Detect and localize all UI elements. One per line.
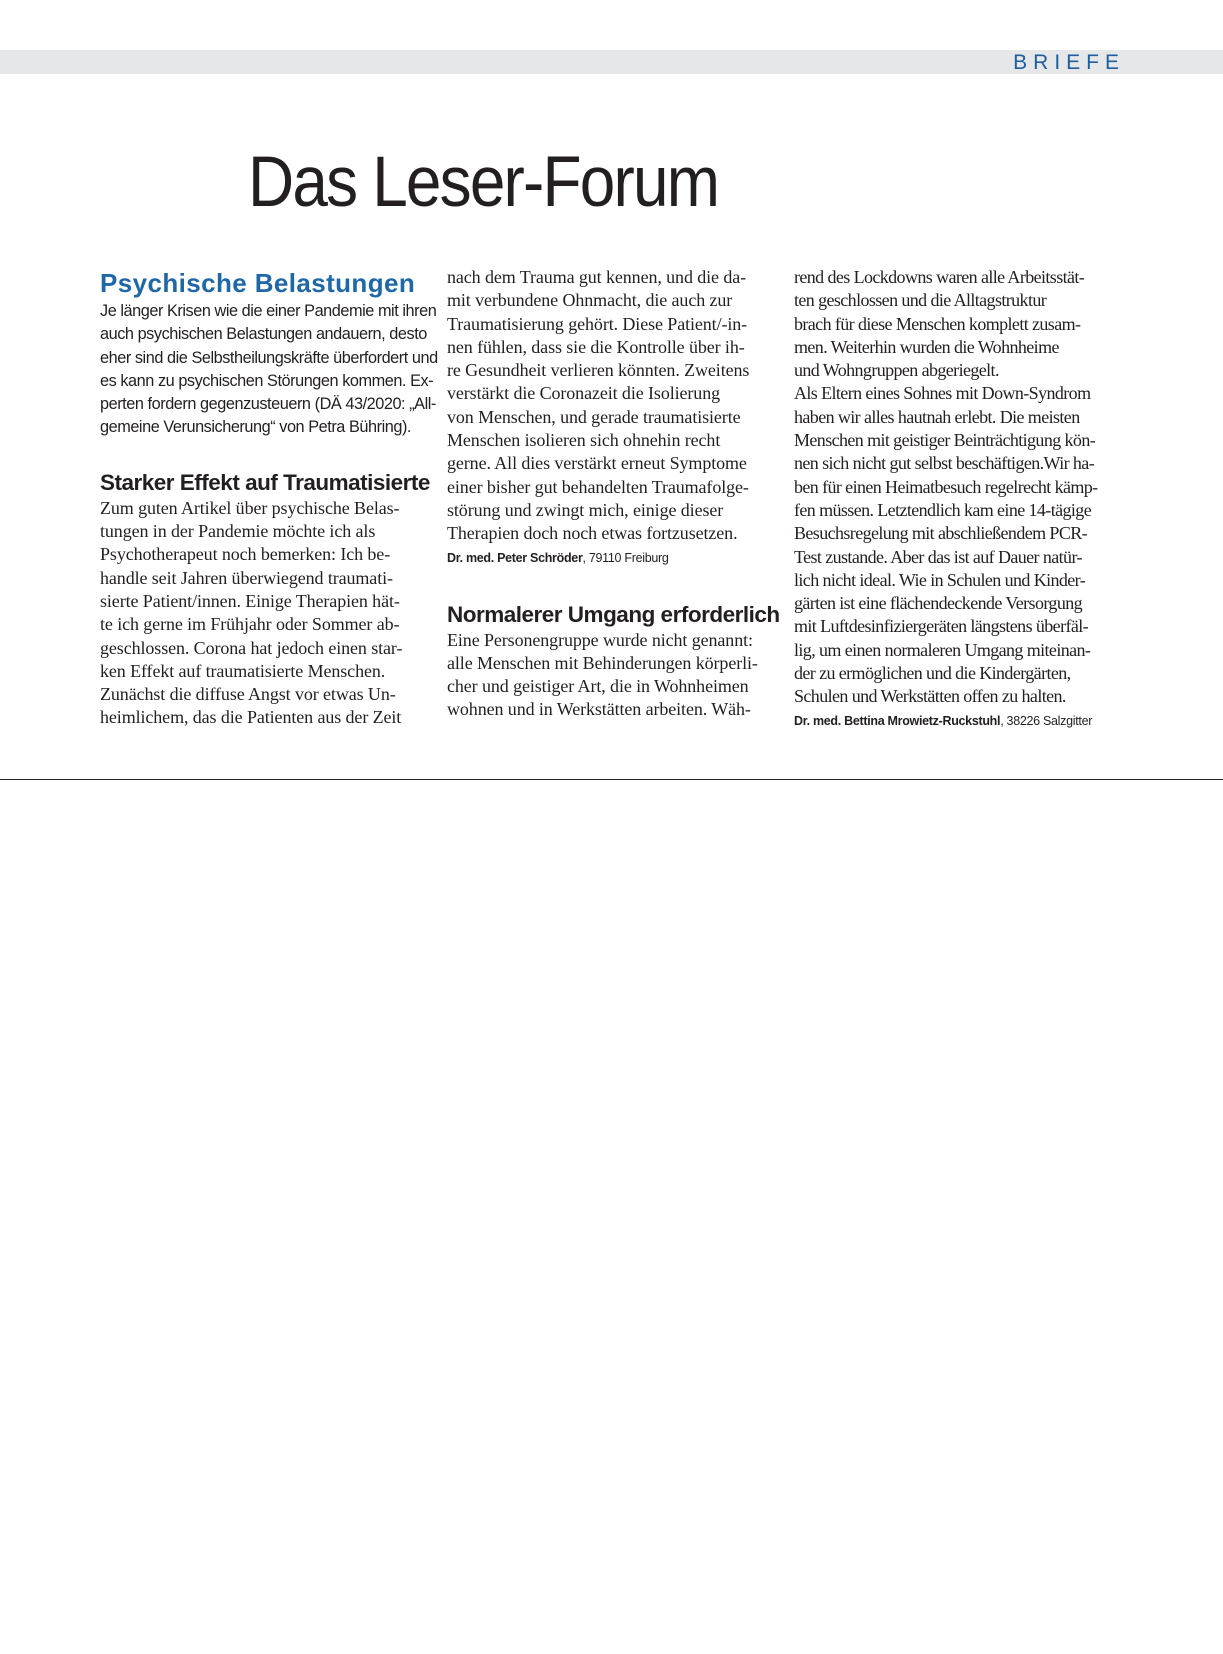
intro-line: Je länger Krisen wie die einer Pandemie mit ihren xyxy=(100,302,437,320)
text-line: cher und geistiger Art, die in Wohnheimen xyxy=(447,676,749,697)
letter-2-heading: Normalerer Umgang erforderlich xyxy=(447,601,780,627)
letter-1-location: , 79110 Freiburg xyxy=(582,550,669,565)
letter-1-body-part-1 xyxy=(100,497,430,730)
letter-2-signature xyxy=(794,712,1124,730)
text-line: Schulen und Werkstätten offen zu halten. xyxy=(794,686,1066,707)
column-3 xyxy=(794,266,1124,730)
text-line: handle seit Jahren überwiegend traumati- xyxy=(100,567,393,588)
text-line: Psychotherapeut noch bemerken: Ich be- xyxy=(100,544,391,565)
letter-1-author: Dr. med. Peter Schröder xyxy=(447,550,583,565)
text-line: te ich gerne im Frühjahr oder Sommer ab- xyxy=(100,614,400,635)
text-line: lich nicht ideal. Wie in Schulen und Kinder- xyxy=(794,569,1086,590)
text-line: Therapien doch noch etwas fortzusetzen. xyxy=(447,523,738,544)
text-line: Zunächst die diffuse Angst vor etwas Un- xyxy=(100,684,396,705)
bottom-divider xyxy=(0,779,1223,780)
text-line: und Wohngruppen abgeriegelt. xyxy=(794,360,999,381)
text-line: ben für einen Heimatbesuch regelrecht kämp- xyxy=(794,476,1098,497)
intro-heading: Psychische Belastungen xyxy=(100,268,416,298)
intro-line: eher sind die Selbstheilungskräfte überfordert und xyxy=(100,348,438,367)
text-line: rend des Lockdowns waren alle Arbeitsstät- xyxy=(794,267,1085,287)
text-line: Eine Personengruppe wurde nicht genannt: xyxy=(447,629,753,650)
text-line: Als Eltern eines Sohnes mit Down-Syndrom xyxy=(794,383,1091,404)
text-line: mit Luftdesinfiziergeräten längstens überfäl- xyxy=(794,616,1089,637)
text-line: haben wir alles hautnah erlebt. Die meisten xyxy=(794,406,1080,427)
text-line: tungen in der Pandemie möchte ich als xyxy=(100,521,376,542)
text-line: der zu ermöglichen und die Kindergärten, xyxy=(794,663,1071,684)
section-label: BRIEFE xyxy=(1013,51,1125,74)
text-line: Traumatisierung gehört. Diese Patient/-in- xyxy=(447,313,748,334)
text-line: re Gesundheit verlieren könnten. Zweitens xyxy=(447,360,750,381)
text-line: von Menschen, und gerade traumatisierte xyxy=(447,406,741,427)
text-line: störung und zwingt mich, einige dieser xyxy=(447,499,724,520)
text-line: gärten ist eine flächendeckende Versorgung xyxy=(794,593,1083,614)
text-line: sierte Patient/innen. Einige Therapien hät- xyxy=(100,590,400,611)
text-line: Menschen isolieren sich ohnehin recht xyxy=(447,430,721,451)
text-line: ken Effekt auf traumatisierte Menschen. xyxy=(100,660,386,681)
text-line: nach dem Trauma gut kennen, und die da- xyxy=(447,267,747,287)
intro-line: es kann zu psychischen Störungen kommen. Ex- xyxy=(100,371,434,390)
intro-line: gemeine Verunsicherung“ von Petra Bühring). xyxy=(100,418,411,437)
column-2 xyxy=(447,266,780,722)
text-line: geschlossen. Corona hat jedoch einen star- xyxy=(100,637,403,658)
text-line: brach für diese Menschen komplett zusam- xyxy=(794,313,1081,334)
text-line: wohnen und in Werkstätten arbeiten. Wäh- xyxy=(447,699,751,720)
letter-1-body-part-2 xyxy=(447,266,777,546)
letter-2-body-part-1 xyxy=(447,629,777,722)
text-line: nen sich nicht gut selbst beschäftigen.Wir ha- xyxy=(794,453,1095,474)
intro-line: perten fordern gegenzusteuern (DÄ 43/2020: „All- xyxy=(100,395,436,414)
text-line: men. Weiterhin wurden die Wohnheime xyxy=(794,336,1059,357)
intro-text xyxy=(100,300,438,440)
text-line: gerne. All dies verstärkt erneut Symptome xyxy=(447,453,747,474)
text-line: verstärkt die Coronazeit die Isolierung xyxy=(447,383,721,404)
text-line: heimlichem, das die Patienten aus der Zeit xyxy=(100,707,402,728)
letter-2-body-part-2 xyxy=(794,266,1124,709)
text-line: Zum guten Artikel über psychische Belas- xyxy=(100,497,400,518)
text-line: mit verbundene Ohnmacht, die auch zur xyxy=(447,290,733,311)
text-line: ten geschlossen und die Alltagstruktur xyxy=(794,290,1047,311)
text-line: Test zustande. Aber das ist auf Dauer natür- xyxy=(794,546,1082,567)
column-1 xyxy=(100,268,438,730)
text-line: lig, um einen normaleren Umgang miteinan- xyxy=(794,639,1091,660)
intro-line: auch psychischen Belastungen andauern, desto xyxy=(100,325,427,344)
letter-1-signature xyxy=(447,549,777,567)
letter-2-author: Dr. med. Bettina Mrowietz-Ruckstuhl xyxy=(794,713,1001,728)
page-title: Das Leser-Forum xyxy=(248,143,719,222)
text-line: nen fühlen, dass sie die Kontrolle über ih- xyxy=(447,336,745,357)
text-line: Menschen mit geistiger Beinträchtigung kön- xyxy=(794,430,1096,451)
text-line: Besuchsregelung mit abschließendem PCR- xyxy=(794,523,1088,544)
letter-1-heading: Starker Effekt auf Traumatisierte xyxy=(100,469,430,495)
text-line: fen müssen. Letztendlich kam eine 14-tägige xyxy=(794,499,1092,520)
text-line: einer bisher gut behandelten Traumafolge- xyxy=(447,476,749,497)
letter-2-location: , 38226 Salzgitter xyxy=(1000,713,1093,728)
text-line: alle Menschen mit Behinderungen körperli- xyxy=(447,652,758,673)
